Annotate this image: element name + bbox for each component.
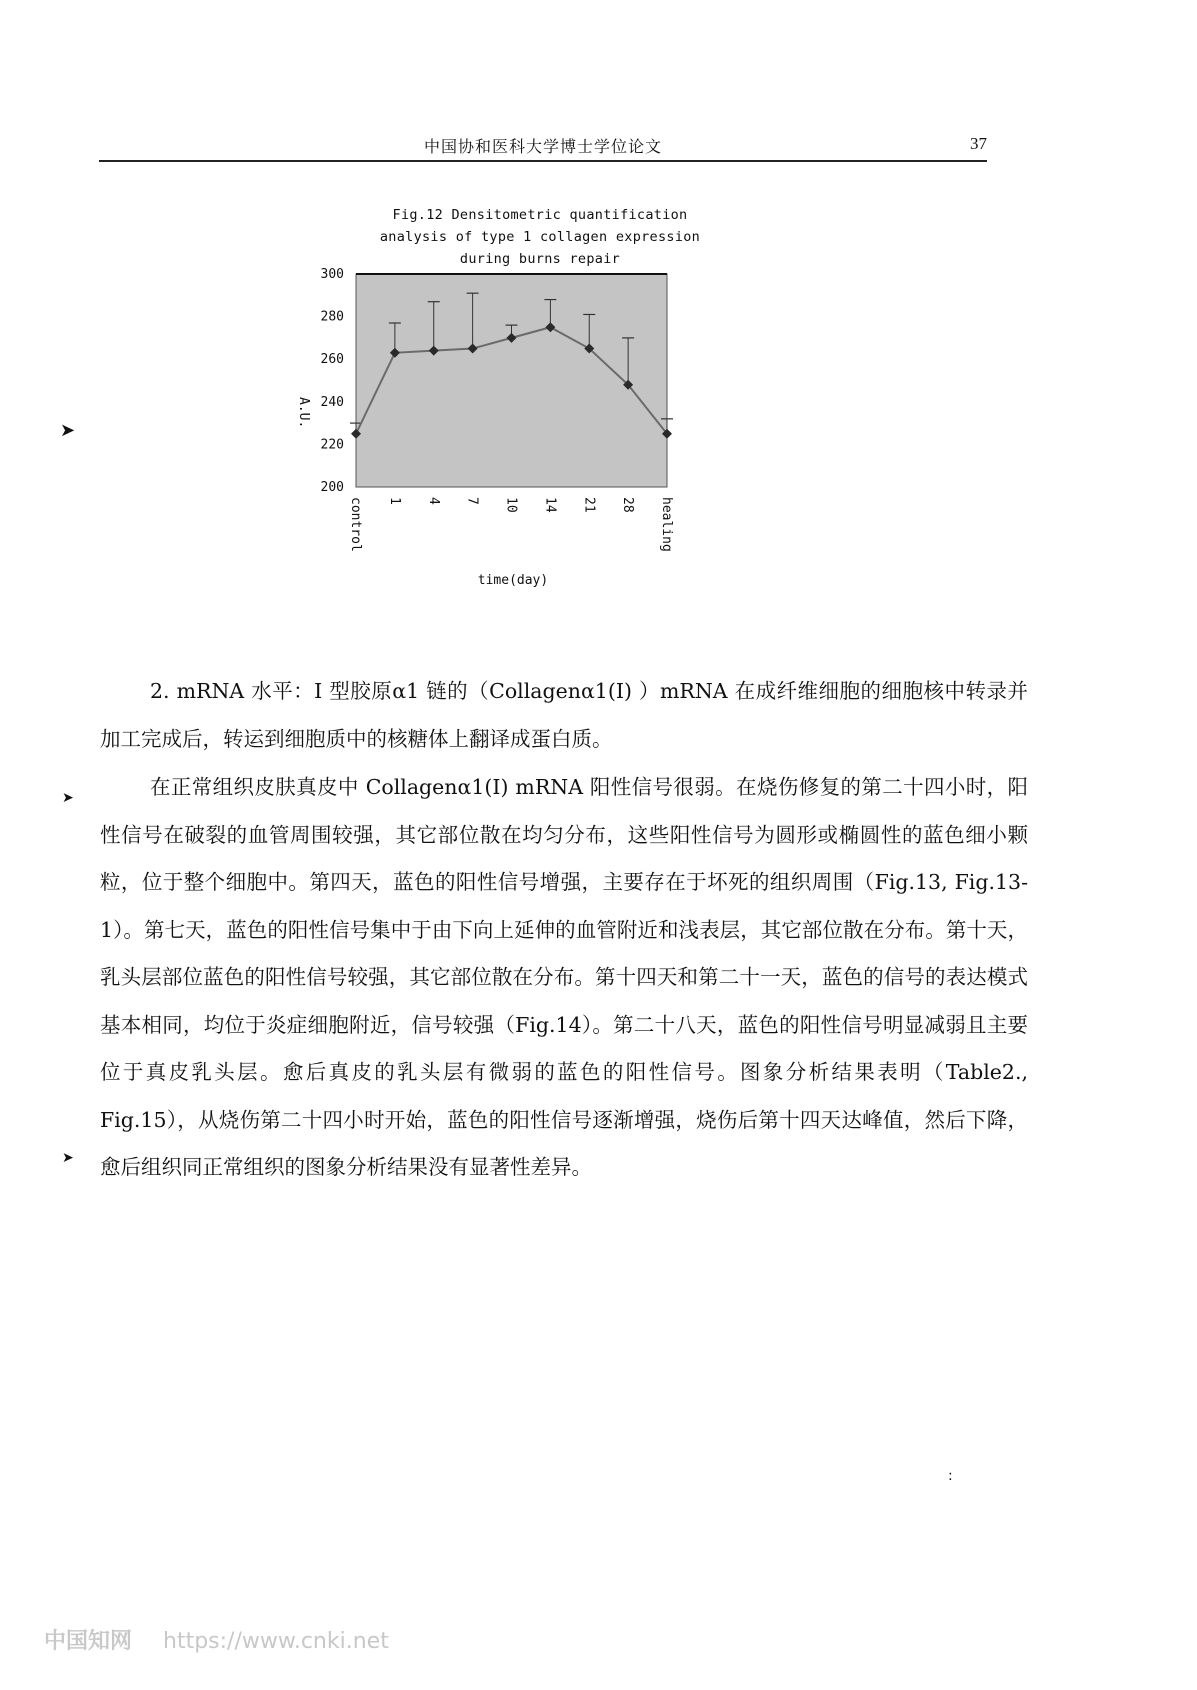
margin-arrow-mark: ➤ [60,420,76,441]
x-tick-label: 7 [464,497,480,505]
margin-arrow-mark: ➤ [62,790,74,806]
caption-line: during burns repair [459,251,621,267]
watermark-brand: 中国知网 [44,1629,133,1654]
plot-area [356,274,667,487]
body-paragraph: 在正常组织皮肤真皮中 Collagenα1(I) mRNA 阳性信号很弱。在烧伤修复的第二十四小时，阳性信号在破裂的血管周围较强，其它部位散在均匀分布，这些阳性信号为圆形或椭圆性的蓝色细小颗粒，位于整个细胞中。第四天，蓝色的阳性信号增强，主要存在于坏死的组织周围（Fig.13, Fig.13-1）。第七天，蓝色的阳性信号集中于由下向上延伸的血管附近和浅表层，其它部位散在分布。第十天，乳头层部位蓝色的阳性信号较强，其它部位散在分布。第十四天和第二十一天，蓝色的信号的表达模式基本相同，均位于炎症细胞附近，信号较强（Fig.14）。第二十八天，蓝色的阳性信号明显减弱且主要位于真皮乳头层。愈后真皮的乳头层有微弱的蓝色的阳性信号。图象分析结果表明（Table2., Fig.15），从烧伤第二十四小时开始，蓝色的阳性信号逐渐增强，烧伤后第十四天达峰值，然后下降，愈后组织同正常组织的图象分析结果没有显著性差异。 [100,775,1028,1179]
y-tick-label: 280 [320,309,344,325]
y-tick-label: 300 [320,267,344,282]
y-tick-label: 260 [320,352,344,368]
y-axis-label: A.U. [296,397,311,429]
page-number: 37 [970,134,987,153]
scan-dot: : [948,1468,953,1484]
figure-caption [330,204,750,270]
x-tick-label: 4 [425,497,441,505]
x-tick-label: 10 [503,497,519,513]
header-title: 中国协和医科大学博士学位论文 [423,137,662,156]
x-tick-label: healing [659,497,674,552]
x-tick-label: 14 [542,497,558,513]
y-tick-label: 200 [320,480,344,495]
body-paragraph: 2. mRNA 水平：I 型胶原α1 链的（Collagenα1(I) ）mRNA 在成纤维细胞的细胞核中转录并加工完成后，转运到细胞质中的核糖体上翻译成蛋白质。 [100,679,1028,751]
cnki-watermark [44,1624,389,1655]
y-tick-label: 220 [320,437,344,453]
margin-arrow-mark: ➤ [62,1150,74,1166]
collagen-line-chart [296,267,750,660]
caption-line: analysis of type 1 collagen expression [379,229,701,245]
watermark-url: https://www.cnki.net [163,1629,389,1654]
x-tick-label: 28 [620,497,636,513]
x-axis-label: time(day) [477,573,549,588]
caption-line: Fig.12 Densitometric quantification [392,207,688,223]
x-tick-label: control [348,497,363,552]
header-rule [99,160,987,162]
page-header [99,128,987,162]
x-tick-label: 1 [386,497,402,505]
x-tick-label: 21 [581,497,597,513]
y-tick-label: 240 [320,394,344,410]
